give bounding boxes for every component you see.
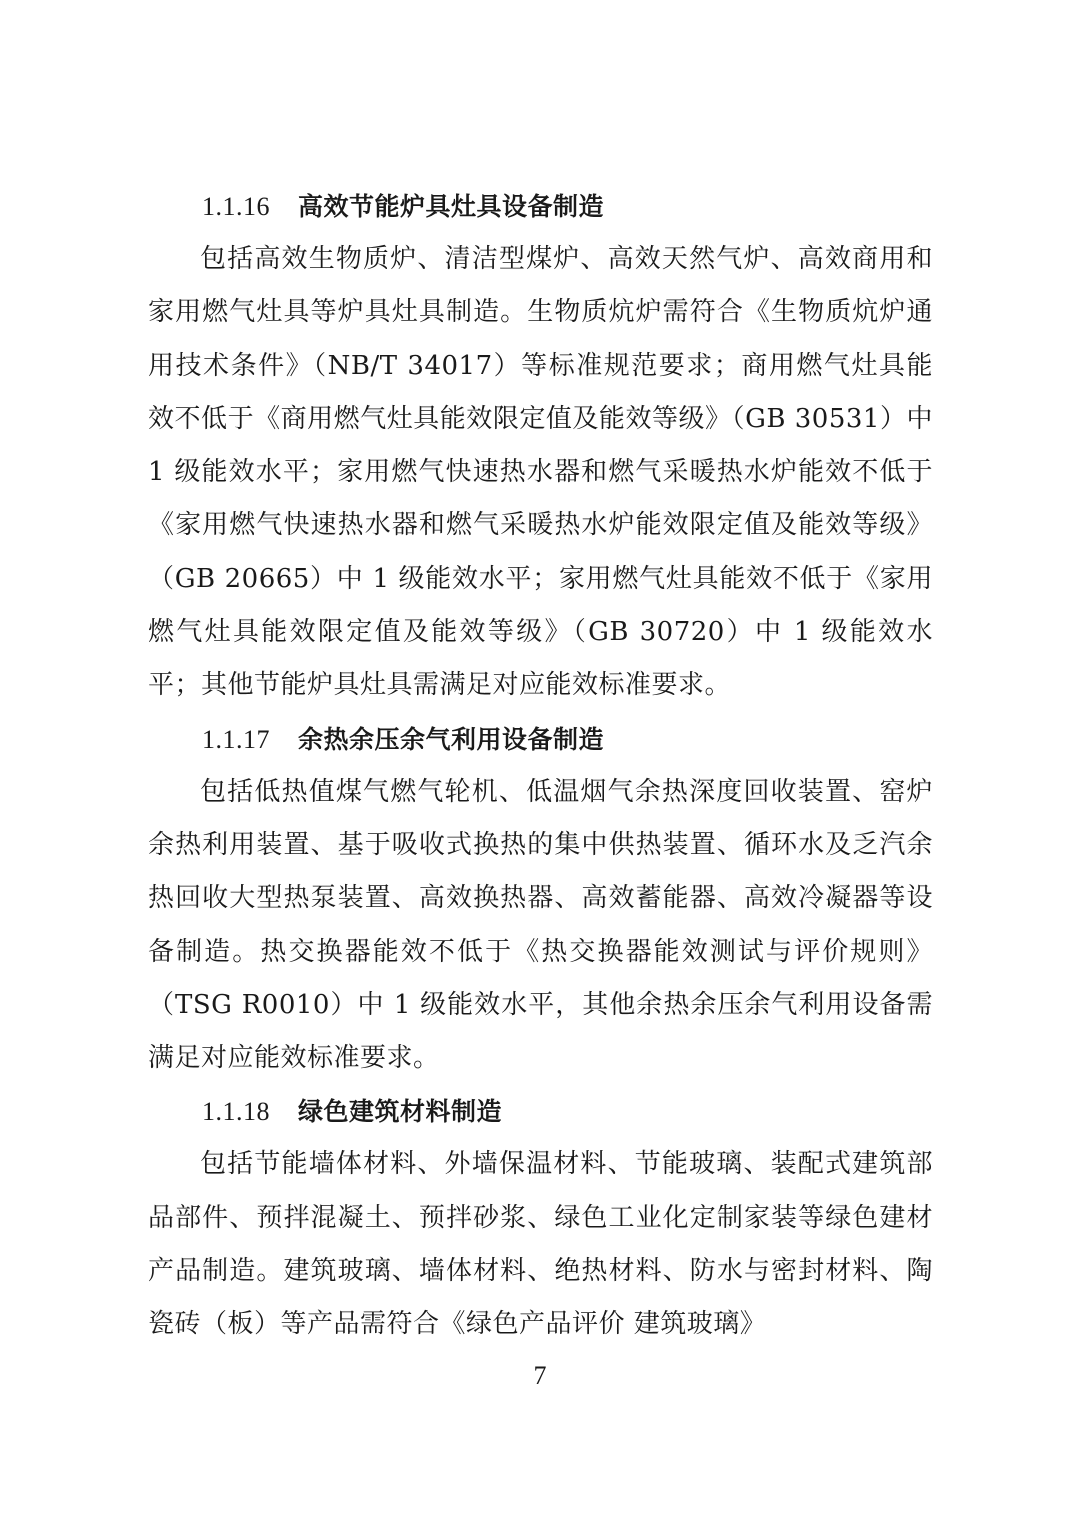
section-paragraph: 包括低热值煤气燃气轮机、低温烟气余热深度回收装置、窑炉余热利用装置、基于吸收式换热的集中供热装置、循环水及乏汽余热回收大型热泵装置、高效换热器、高效蓄能器、高效冷凝器等设备制造。热交换器能效不低于《热交换器能效测试与评价规则》（TSG R0010）中 1 级能效水平，其他余热余压余气利用设备需满足对应能效标准要求。 <box>148 776 933 1074</box>
section-title: 高效节能炉具灶具设备制造 <box>298 192 605 221</box>
section-paragraph: 包括节能墙体材料、外墙保温材料、节能玻璃、装配式建筑部品部件、预拌混凝土、预拌砂浆、绿色工业化定制家装等绿色建材产品制造。建筑玻璃、墙体材料、绝热材料、防水与密封材料、陶瓷砖（板）等产品需符合《绿色产品评价 建筑玻璃》 <box>148 1149 933 1340</box>
section-heading <box>148 713 933 766</box>
section-title: 绿色建筑材料制造 <box>298 1097 503 1127</box>
section-title: 余热余压余气利用设备制造 <box>298 724 605 754</box>
section-heading <box>148 180 933 233</box>
section-number: 1.1.17 <box>202 724 270 754</box>
page-content <box>148 180 933 1352</box>
section-number: 1.1.16 <box>202 192 270 221</box>
section-number: 1.1.18 <box>202 1097 270 1127</box>
section-paragraph: 包括高效生物质炉、清洁型煤炉、高效天然气炉、高效商用和家用燃气灶具等炉具灶具制造。生物质炕炉需符合《生物质炕炉通用技术条件》（NB/T 34017）等标准规范要求；商用燃气灶具能效不低于《商用燃气灶具能效限定值及能效等级》（GB 30531）中 1 级能效水平；家用燃气快速热水器和燃气采暖热水炉能效不低于《家用燃气快速热水器和燃气采暖热水炉能效限定值及能效等级》（GB 20665）中 1 级能效水平；家用燃气灶具能效不低于《家用燃气灶具能效限定值及能效等级》（GB 30720）中 1 级能效水平；其他节能炉具灶具需满足对应能效标准要求。 <box>148 244 933 701</box>
page-number: 7 <box>533 1361 547 1390</box>
section-heading <box>148 1085 933 1138</box>
